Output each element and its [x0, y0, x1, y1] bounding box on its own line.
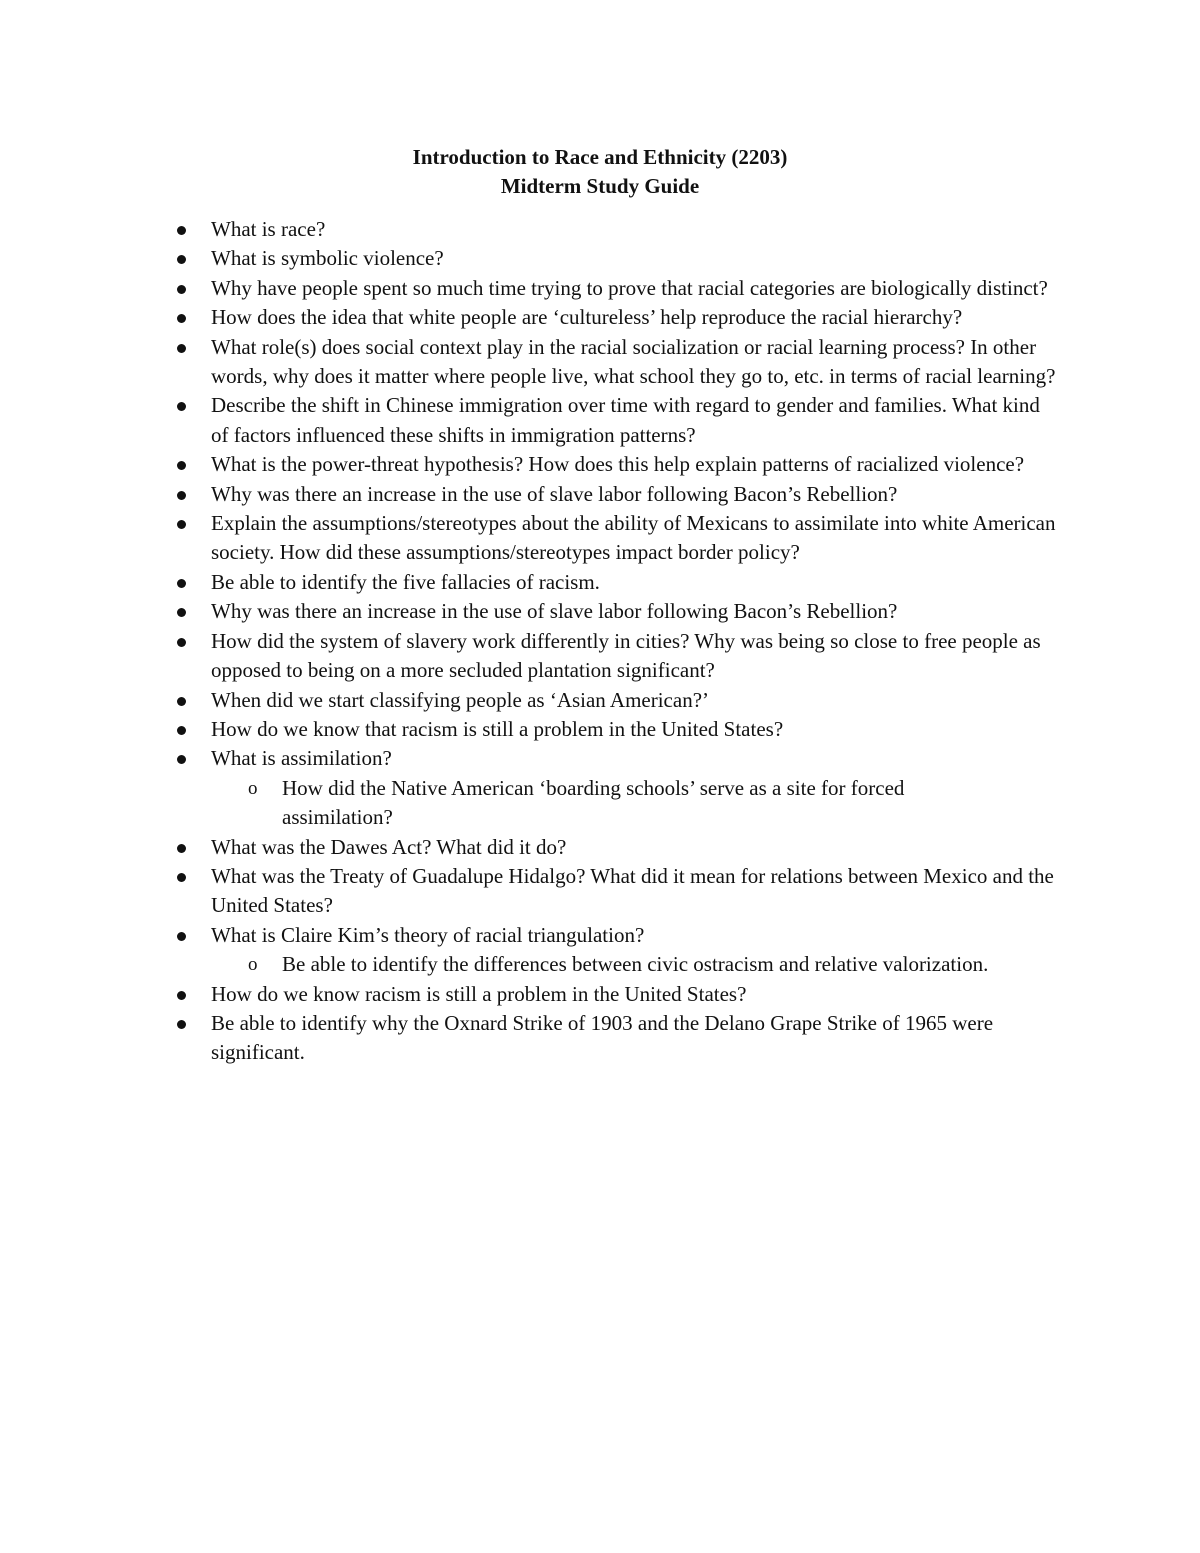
bullet-icon — [177, 226, 186, 235]
list-item — [0, 568, 1061, 597]
question-text: What was the Treaty of Guadalupe Hidalgo? What did it mean for relations between Mexico and the United States? — [211, 863, 1054, 918]
question-list — [0, 215, 1200, 1068]
title-block — [0, 143, 1200, 201]
list-item — [0, 862, 1061, 921]
question-text: What is the power-threat hypothesis? How does this help explain patterns of racialized violence? — [211, 452, 1025, 477]
list-item — [0, 1009, 1061, 1068]
bullet-icon — [177, 755, 186, 764]
question-text: How do we know that racism is still a problem in the United States? — [211, 716, 784, 741]
bullet-icon — [177, 991, 186, 1000]
bullet-icon — [177, 314, 186, 323]
bullet-icon — [177, 255, 186, 264]
list-item — [0, 333, 1061, 392]
document-subtitle: Midterm Study Guide — [500, 174, 700, 198]
question-text: When did we start classifying people as ‘Asian American?’ — [211, 687, 710, 712]
bullet-icon — [177, 402, 186, 411]
bullet-icon — [177, 873, 186, 882]
question-text: What is race? — [211, 217, 326, 241]
question-text: What was the Dawes Act? What did it do? — [211, 834, 567, 859]
list-item — [0, 715, 1061, 744]
bullet-icon — [177, 608, 186, 617]
bullet-icon — [177, 285, 186, 294]
question-text: Why have people spent so much time trying to prove that racial categories are biologically distinct? — [211, 275, 1048, 300]
sub-list-item — [0, 774, 1002, 833]
list-item — [0, 391, 1061, 450]
document-title: Introduction to Race and Ethnicity (2203) — [412, 145, 788, 169]
list-item — [0, 744, 1061, 773]
list-item — [0, 627, 1061, 686]
question-text: Be able to identify why the Oxnard Strike of 1903 and the Delano Grape Strike of 1965 were significant. — [211, 1010, 994, 1065]
bullet-icon — [177, 844, 186, 853]
question-text: Why was there an increase in the use of slave labor following Bacon’s Rebellion? — [211, 481, 898, 506]
bullet-icon — [177, 1020, 186, 1029]
sub-list-item — [0, 950, 1002, 979]
question-text: Explain the assumptions/stereotypes about the ability of Mexicans to assimilate into white American society. How did these assumptions/stereotypes impact border policy? — [211, 511, 1056, 565]
bullet-icon — [177, 638, 186, 647]
list-item — [0, 597, 1061, 626]
list-item — [0, 509, 1061, 568]
list-item — [0, 833, 1061, 862]
bullet-icon — [177, 579, 186, 588]
question-text: Describe the shift in Chinese immigration over time with regard to gender and families. What kind of factors influenced these shifts in immigration patterns? — [211, 393, 1040, 447]
bullet-icon — [177, 344, 186, 353]
question-text: How did the Native American ‘boarding schools’ serve as a site for forced assimilation? — [282, 775, 905, 830]
question-text: How does the idea that white people are ‘cultureless’ help reproduce the racial hierarchy? — [211, 305, 963, 330]
question-text: How did the system of slavery work differently in cities? Why was being so close to free people as opposed to being on a more secluded plantation significant? — [211, 628, 1041, 683]
question-text: What is Claire Kim’s theory of racial triangulation? — [211, 922, 645, 947]
question-text: What is symbolic violence? — [211, 246, 444, 271]
question-text: Be able to identify the five fallacies of racism. — [211, 569, 600, 594]
bullet-icon — [177, 461, 186, 470]
list-item — [0, 686, 1061, 715]
list-item — [0, 450, 1061, 479]
list-item — [0, 921, 1061, 950]
bullet-icon — [177, 491, 186, 500]
list-item — [0, 244, 1061, 273]
hollow-bullet-icon: o — [248, 777, 258, 799]
list-item — [0, 215, 1061, 244]
list-item — [0, 480, 1061, 509]
list-item — [0, 980, 1061, 1009]
question-text: How do we know racism is still a problem in the United States? — [211, 981, 747, 1006]
question-text: Be able to identify the differences between civic ostracism and relative valorization. — [282, 952, 989, 977]
hollow-bullet-icon: o — [248, 954, 258, 976]
bullet-icon — [177, 726, 186, 735]
list-item — [0, 303, 1061, 332]
list-item — [0, 274, 1061, 303]
question-text: What is assimilation? — [211, 746, 392, 771]
bullet-icon — [177, 520, 186, 529]
question-text: What role(s) does social context play in the racial socialization or racial learning process? In other words, why does it matter where people live, what school they go to, etc. in terms of racial learning? — [211, 334, 1056, 389]
question-text: Why was there an increase in the use of slave labor following Bacon’s Rebellion? — [211, 599, 898, 624]
bullet-icon — [177, 697, 186, 706]
bullet-icon — [177, 932, 186, 941]
